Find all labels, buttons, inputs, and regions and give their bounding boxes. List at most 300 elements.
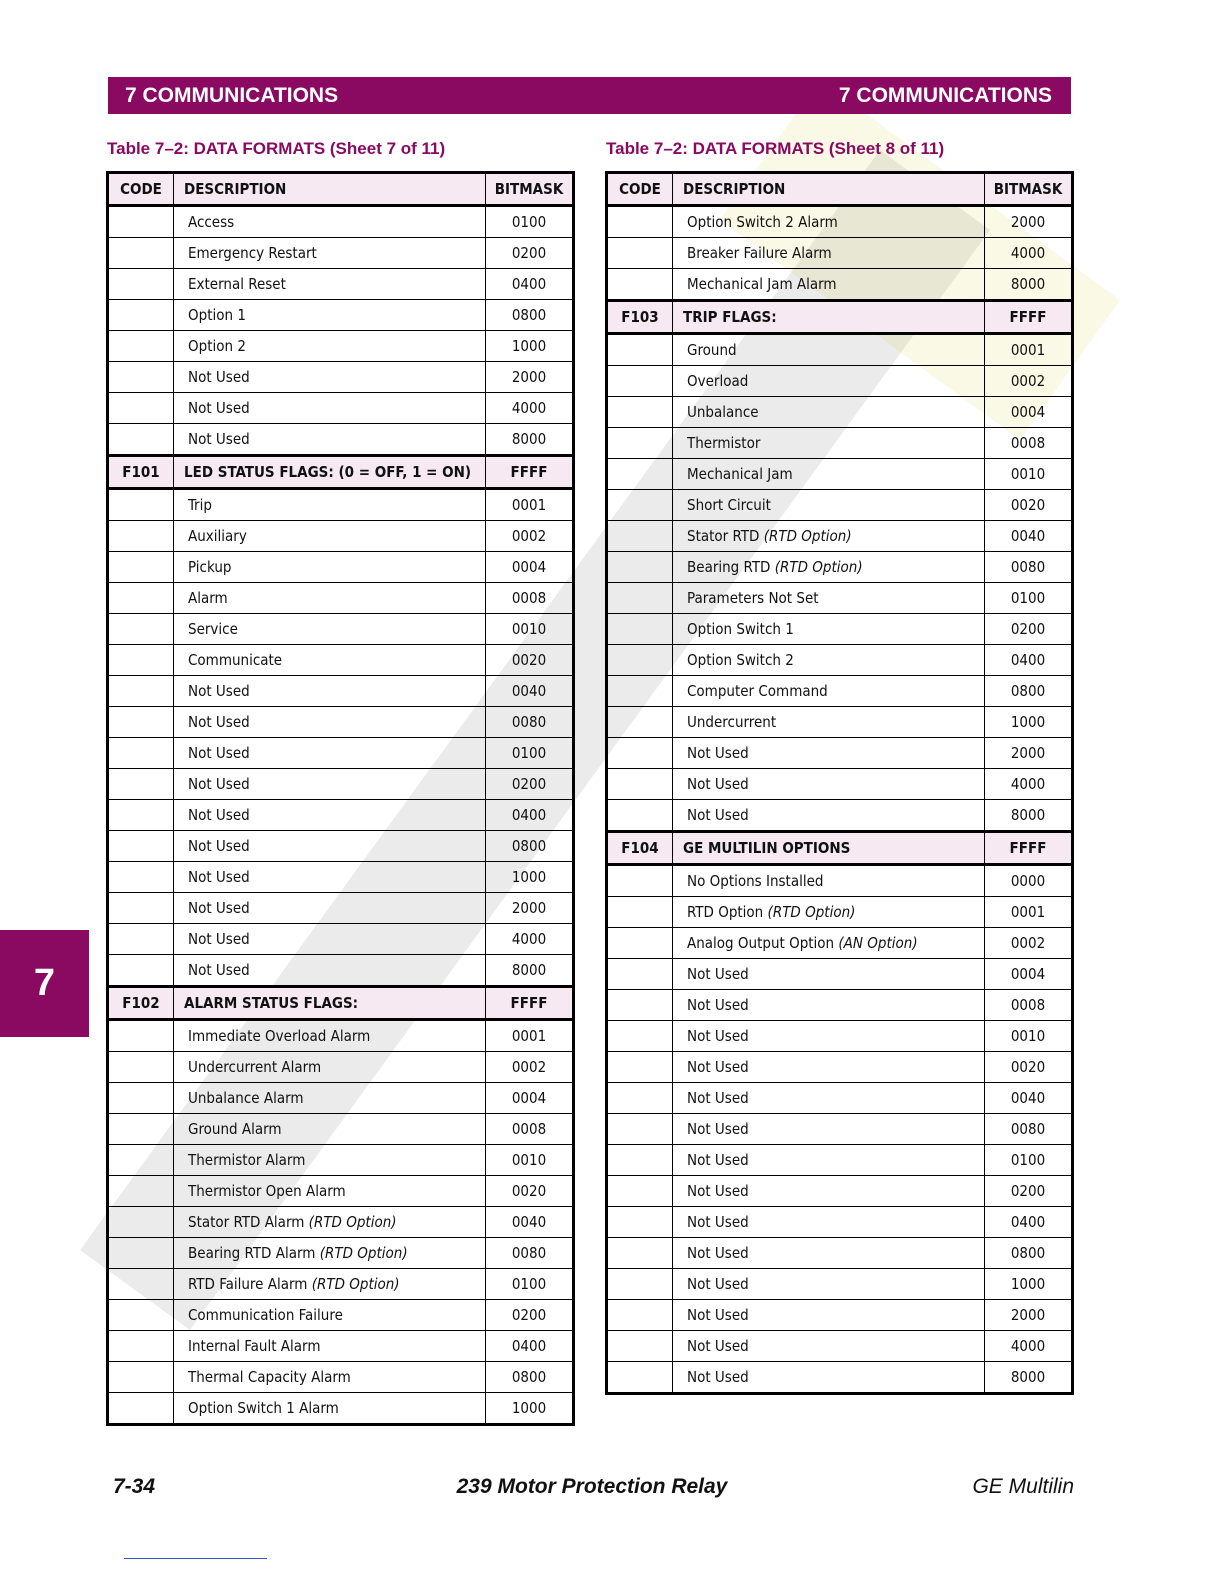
code-cell bbox=[108, 1393, 174, 1425]
code-cell bbox=[108, 800, 174, 831]
table-row bbox=[108, 1238, 574, 1269]
section-row bbox=[607, 301, 1073, 334]
code-cell bbox=[607, 800, 673, 832]
description-text: Thermistor bbox=[687, 434, 761, 452]
table-row bbox=[607, 366, 1073, 397]
table-row bbox=[108, 614, 574, 645]
bitmask-cell: 0100 bbox=[985, 1145, 1073, 1176]
description-cell bbox=[673, 1145, 985, 1176]
table-row bbox=[607, 800, 1073, 832]
table-row bbox=[108, 489, 574, 521]
bitmask-cell: 0040 bbox=[486, 676, 574, 707]
description-cell bbox=[673, 832, 985, 865]
description-text: Not Used bbox=[687, 806, 749, 824]
code-cell bbox=[607, 990, 673, 1021]
description-text: Option 2 bbox=[188, 337, 246, 355]
description-cell bbox=[174, 1238, 486, 1269]
bitmask-cell: 4000 bbox=[486, 924, 574, 955]
description-text: Option 1 bbox=[188, 306, 246, 324]
description-text: Unbalance bbox=[687, 403, 759, 421]
description-cell bbox=[174, 955, 486, 987]
description-cell bbox=[673, 1176, 985, 1207]
code-cell bbox=[607, 1176, 673, 1207]
description-cell bbox=[673, 1331, 985, 1362]
table-row bbox=[108, 1083, 574, 1114]
description-cell bbox=[673, 897, 985, 928]
bitmask-cell: 0080 bbox=[486, 1238, 574, 1269]
description-text: Option Switch 2 Alarm bbox=[687, 213, 838, 231]
code-cell bbox=[607, 206, 673, 238]
right-table-caption: Table 7–2: DATA FORMATS (Sheet 8 of 11) bbox=[606, 139, 945, 158]
description-text: Mechanical Jam Alarm bbox=[687, 275, 837, 293]
option-note: (RTD Option) bbox=[774, 558, 863, 576]
description-text: Not Used bbox=[188, 930, 250, 948]
description-text: Not Used bbox=[188, 713, 250, 731]
bitmask-cell: 0000 bbox=[985, 865, 1073, 897]
description-cell bbox=[174, 862, 486, 893]
code-cell bbox=[108, 769, 174, 800]
table-row bbox=[607, 1145, 1073, 1176]
bitmask-cell: 0008 bbox=[985, 428, 1073, 459]
table-row bbox=[607, 897, 1073, 928]
description-text: Thermistor Open Alarm bbox=[188, 1182, 346, 1200]
description-cell bbox=[673, 366, 985, 397]
description-cell bbox=[673, 990, 985, 1021]
code-cell bbox=[108, 955, 174, 987]
description-text: Not Used bbox=[687, 775, 749, 793]
description-text: Overload bbox=[687, 372, 749, 390]
code-cell bbox=[607, 645, 673, 676]
code-cell bbox=[607, 1269, 673, 1300]
description-cell bbox=[174, 1300, 486, 1331]
description-cell bbox=[673, 738, 985, 769]
code-cell bbox=[607, 238, 673, 269]
bitmask-cell: 8000 bbox=[486, 955, 574, 987]
code-cell bbox=[607, 738, 673, 769]
description-cell bbox=[673, 490, 985, 521]
description-cell bbox=[174, 1114, 486, 1145]
table-row bbox=[108, 769, 574, 800]
description-cell bbox=[673, 206, 985, 238]
description-cell bbox=[174, 362, 486, 393]
bitmask-cell: FFFF bbox=[985, 832, 1073, 865]
description-text: Not Used bbox=[687, 1213, 749, 1231]
bitmask-cell: 0800 bbox=[985, 676, 1073, 707]
description-text: Thermal Capacity Alarm bbox=[188, 1368, 351, 1386]
description-cell bbox=[174, 1393, 486, 1425]
description-text: ALARM STATUS FLAGS: bbox=[184, 994, 359, 1012]
description-cell bbox=[673, 676, 985, 707]
description-cell bbox=[174, 1331, 486, 1362]
bitmask-cell: 0020 bbox=[985, 1052, 1073, 1083]
description-text: Unbalance Alarm bbox=[188, 1089, 304, 1107]
data-formats-table-sheet-7 bbox=[106, 171, 575, 1426]
description-cell bbox=[673, 769, 985, 800]
description-text: Option Switch 1 bbox=[687, 620, 794, 638]
description-text: Not Used bbox=[188, 682, 250, 700]
description-text: Not Used bbox=[188, 806, 250, 824]
code-cell bbox=[108, 521, 174, 552]
table-row bbox=[607, 1331, 1073, 1362]
description-cell bbox=[174, 738, 486, 769]
description-cell bbox=[174, 1083, 486, 1114]
brand-name: GE Multilin bbox=[972, 1475, 1074, 1498]
table-row bbox=[607, 1269, 1073, 1300]
bitmask-cell: FFFF bbox=[486, 987, 574, 1020]
bitmask-cell: 0400 bbox=[486, 800, 574, 831]
description-cell bbox=[673, 1269, 985, 1300]
description-cell bbox=[174, 424, 486, 456]
bitmask-cell: 0001 bbox=[985, 334, 1073, 366]
description-text: RTD Failure Alarm bbox=[188, 1275, 308, 1293]
table-row bbox=[108, 645, 574, 676]
description-text: Not Used bbox=[188, 399, 250, 417]
code-cell bbox=[108, 1114, 174, 1145]
code-cell bbox=[108, 300, 174, 331]
description-cell bbox=[174, 800, 486, 831]
description-cell bbox=[174, 1362, 486, 1393]
code-cell bbox=[607, 897, 673, 928]
code-cell bbox=[108, 1269, 174, 1300]
code-cell bbox=[108, 614, 174, 645]
code-cell bbox=[108, 707, 174, 738]
bitmask-cell: FFFF bbox=[985, 301, 1073, 334]
code-cell bbox=[108, 1145, 174, 1176]
code-cell: F101 bbox=[108, 456, 174, 489]
description-cell bbox=[174, 1269, 486, 1300]
option-note: (RTD Option) bbox=[311, 1275, 400, 1293]
table-row bbox=[108, 424, 574, 456]
table-header-row bbox=[108, 173, 574, 206]
code-cell bbox=[607, 552, 673, 583]
bitmask-cell: 0001 bbox=[486, 1020, 574, 1052]
description-cell bbox=[673, 238, 985, 269]
table-row bbox=[108, 707, 574, 738]
bitmask-cell: 1000 bbox=[486, 862, 574, 893]
description-text: Trip bbox=[188, 496, 212, 514]
table-row bbox=[607, 490, 1073, 521]
description-text: Not Used bbox=[687, 744, 749, 762]
bitmask-cell: 0800 bbox=[486, 300, 574, 331]
code-cell bbox=[108, 893, 174, 924]
left-table-caption: Table 7–2: DATA FORMATS (Sheet 7 of 11) bbox=[107, 139, 446, 158]
bitmask-cell: 0100 bbox=[486, 738, 574, 769]
description-text: Alarm bbox=[188, 589, 228, 607]
code-cell bbox=[108, 424, 174, 456]
table-row bbox=[108, 206, 574, 238]
description-cell bbox=[174, 707, 486, 738]
description-cell bbox=[673, 1362, 985, 1394]
bitmask-cell: 0040 bbox=[985, 1083, 1073, 1114]
table-row bbox=[108, 1176, 574, 1207]
description-cell bbox=[673, 521, 985, 552]
chapter-tab: 7 bbox=[0, 930, 89, 1037]
bitmask-cell: 0020 bbox=[486, 1176, 574, 1207]
code-cell bbox=[108, 1238, 174, 1269]
table-row bbox=[607, 738, 1073, 769]
bitmask-cell: 0010 bbox=[985, 459, 1073, 490]
code-cell bbox=[108, 583, 174, 614]
table-row bbox=[607, 990, 1073, 1021]
bitmask-cell: 0002 bbox=[486, 1052, 574, 1083]
table-row bbox=[108, 269, 574, 300]
description-text: Communicate bbox=[188, 651, 283, 669]
description-text: Computer Command bbox=[687, 682, 828, 700]
bitmask-cell: 0400 bbox=[486, 269, 574, 300]
bitmask-cell: 0001 bbox=[486, 489, 574, 521]
table-row bbox=[607, 865, 1073, 897]
footer-rule bbox=[124, 1558, 267, 1559]
description-cell bbox=[174, 300, 486, 331]
description-text: Ground Alarm bbox=[188, 1120, 282, 1138]
code-cell bbox=[108, 738, 174, 769]
description-text: Parameters Not Set bbox=[687, 589, 819, 607]
table-row bbox=[607, 1362, 1073, 1394]
description-text: Not Used bbox=[687, 1368, 749, 1386]
section-row bbox=[607, 832, 1073, 865]
description-text: Thermistor Alarm bbox=[188, 1151, 306, 1169]
description-cell bbox=[174, 331, 486, 362]
description-text: Not Used bbox=[687, 1027, 749, 1045]
data-formats-table-sheet-8 bbox=[605, 171, 1074, 1395]
bitmask-cell: 8000 bbox=[985, 800, 1073, 832]
description-text: Breaker Failure Alarm bbox=[687, 244, 832, 262]
code-cell bbox=[108, 1020, 174, 1052]
description-cell bbox=[673, 1021, 985, 1052]
description-text: RTD Option bbox=[687, 903, 764, 921]
description-cell bbox=[673, 1238, 985, 1269]
table-header-row bbox=[607, 173, 1073, 206]
description-cell bbox=[673, 800, 985, 832]
description-text: Option Switch 1 Alarm bbox=[188, 1399, 339, 1417]
description-text: Not Used bbox=[687, 1058, 749, 1076]
code-cell bbox=[108, 1300, 174, 1331]
table-row bbox=[108, 521, 574, 552]
bitmask-cell: 0400 bbox=[985, 645, 1073, 676]
option-note: (AN Option) bbox=[838, 934, 918, 952]
table-row bbox=[607, 459, 1073, 490]
bitmask-cell: 1000 bbox=[985, 707, 1073, 738]
table-row bbox=[108, 831, 574, 862]
description-cell bbox=[174, 489, 486, 521]
description-cell bbox=[174, 676, 486, 707]
code-cell bbox=[108, 1362, 174, 1393]
code-cell bbox=[607, 1145, 673, 1176]
table-row bbox=[108, 362, 574, 393]
code-cell bbox=[607, 269, 673, 301]
description-text: Not Used bbox=[687, 1151, 749, 1169]
table-row bbox=[607, 334, 1073, 366]
code-cell bbox=[108, 269, 174, 300]
bitmask-cell: 0010 bbox=[486, 1145, 574, 1176]
table-row bbox=[607, 269, 1073, 301]
code-cell bbox=[108, 924, 174, 955]
code-cell bbox=[607, 1083, 673, 1114]
column-header-code: CODE bbox=[607, 173, 673, 206]
table-row bbox=[108, 1269, 574, 1300]
column-header-description: DESCRIPTION bbox=[673, 173, 985, 206]
code-cell bbox=[108, 393, 174, 424]
code-cell bbox=[607, 583, 673, 614]
bitmask-cell: 0400 bbox=[486, 1331, 574, 1362]
table-row bbox=[108, 924, 574, 955]
description-text: Emergency Restart bbox=[188, 244, 317, 262]
description-text: Internal Fault Alarm bbox=[188, 1337, 321, 1355]
table-row bbox=[607, 1114, 1073, 1145]
description-text: Not Used bbox=[188, 430, 250, 448]
code-cell bbox=[607, 1114, 673, 1145]
table-row bbox=[607, 552, 1073, 583]
bitmask-cell: 0004 bbox=[985, 397, 1073, 428]
bitmask-cell: 4000 bbox=[985, 769, 1073, 800]
table-row bbox=[108, 893, 574, 924]
bitmask-cell: 0200 bbox=[985, 1176, 1073, 1207]
description-cell bbox=[673, 707, 985, 738]
column-header-bitmask: BITMASK bbox=[985, 173, 1073, 206]
code-cell bbox=[607, 959, 673, 990]
code-cell bbox=[108, 831, 174, 862]
description-text: Stator RTD bbox=[687, 527, 760, 545]
description-cell bbox=[673, 428, 985, 459]
column-header-bitmask: BITMASK bbox=[486, 173, 574, 206]
bitmask-cell: 8000 bbox=[985, 269, 1073, 301]
description-cell bbox=[673, 583, 985, 614]
code-cell bbox=[607, 1207, 673, 1238]
table-row bbox=[607, 428, 1073, 459]
description-text: Access bbox=[188, 213, 235, 231]
code-cell bbox=[607, 397, 673, 428]
description-text: Bearing RTD bbox=[687, 558, 771, 576]
code-cell: F102 bbox=[108, 987, 174, 1020]
description-cell bbox=[174, 1145, 486, 1176]
bitmask-cell: 2000 bbox=[985, 1300, 1073, 1331]
bitmask-cell: 0008 bbox=[985, 990, 1073, 1021]
description-cell bbox=[174, 769, 486, 800]
column-header-code: CODE bbox=[108, 173, 174, 206]
code-cell bbox=[607, 676, 673, 707]
table-row bbox=[607, 1021, 1073, 1052]
bitmask-cell: 0200 bbox=[985, 614, 1073, 645]
bitmask-cell: 0080 bbox=[985, 1114, 1073, 1145]
table-row bbox=[108, 393, 574, 424]
bitmask-cell: 0800 bbox=[486, 831, 574, 862]
table-row bbox=[607, 1176, 1073, 1207]
description-text: Not Used bbox=[687, 1306, 749, 1324]
bitmask-cell: 0010 bbox=[486, 614, 574, 645]
description-cell bbox=[174, 521, 486, 552]
description-cell bbox=[174, 987, 486, 1020]
bitmask-cell: 2000 bbox=[985, 738, 1073, 769]
description-cell bbox=[174, 1176, 486, 1207]
description-text: No Options Installed bbox=[687, 872, 824, 890]
table-row bbox=[108, 1052, 574, 1083]
table-row bbox=[108, 1393, 574, 1425]
page-number: 7-34 bbox=[113, 1475, 156, 1498]
bitmask-cell: 4000 bbox=[486, 393, 574, 424]
table-row bbox=[108, 738, 574, 769]
code-cell bbox=[108, 331, 174, 362]
table-row bbox=[108, 300, 574, 331]
bitmask-cell: 0002 bbox=[486, 521, 574, 552]
description-text: TRIP FLAGS: bbox=[683, 308, 777, 326]
table-row bbox=[607, 1300, 1073, 1331]
table-row bbox=[108, 1114, 574, 1145]
table-row bbox=[108, 1331, 574, 1362]
bitmask-cell: 0040 bbox=[985, 521, 1073, 552]
code-cell bbox=[607, 1052, 673, 1083]
code-cell bbox=[607, 334, 673, 366]
description-text: External Reset bbox=[188, 275, 286, 293]
description-text: Not Used bbox=[188, 775, 250, 793]
description-text: Not Used bbox=[188, 899, 250, 917]
code-cell bbox=[607, 366, 673, 397]
option-note: (RTD Option) bbox=[308, 1213, 397, 1231]
description-cell bbox=[174, 1052, 486, 1083]
table-row bbox=[108, 800, 574, 831]
description-text: Not Used bbox=[687, 996, 749, 1014]
bitmask-cell: 0080 bbox=[486, 707, 574, 738]
description-text: Ground bbox=[687, 341, 737, 359]
banner-left-title: 7 COMMUNICATIONS bbox=[125, 84, 339, 107]
code-cell bbox=[607, 459, 673, 490]
bitmask-cell: 2000 bbox=[486, 362, 574, 393]
table-row bbox=[607, 521, 1073, 552]
description-cell bbox=[673, 614, 985, 645]
description-text: Immediate Overload Alarm bbox=[188, 1027, 371, 1045]
bitmask-cell: 1000 bbox=[486, 1393, 574, 1425]
table-row bbox=[108, 238, 574, 269]
bitmask-cell: 4000 bbox=[985, 238, 1073, 269]
code-cell bbox=[108, 676, 174, 707]
option-note: (RTD Option) bbox=[767, 903, 856, 921]
description-cell bbox=[673, 301, 985, 334]
code-cell: F104 bbox=[607, 832, 673, 865]
description-cell bbox=[673, 269, 985, 301]
table-row bbox=[607, 928, 1073, 959]
description-cell bbox=[174, 831, 486, 862]
code-cell bbox=[607, 521, 673, 552]
bitmask-cell: 0100 bbox=[486, 1269, 574, 1300]
description-cell bbox=[673, 397, 985, 428]
description-text: Pickup bbox=[188, 558, 232, 576]
bitmask-cell: 0004 bbox=[486, 552, 574, 583]
code-cell bbox=[108, 1207, 174, 1238]
code-cell bbox=[108, 1052, 174, 1083]
bitmask-cell: 0020 bbox=[486, 645, 574, 676]
table-row bbox=[607, 614, 1073, 645]
document-title: 239 Motor Protection Relay bbox=[456, 1475, 728, 1498]
section-row bbox=[108, 456, 574, 489]
description-cell bbox=[174, 456, 486, 489]
description-cell bbox=[174, 393, 486, 424]
description-text: Undercurrent bbox=[687, 713, 777, 731]
bitmask-cell: 0020 bbox=[985, 490, 1073, 521]
bitmask-cell: 1000 bbox=[985, 1269, 1073, 1300]
description-cell bbox=[673, 334, 985, 366]
table-row bbox=[108, 552, 574, 583]
bitmask-cell: 0002 bbox=[985, 366, 1073, 397]
bitmask-cell: 0002 bbox=[985, 928, 1073, 959]
description-text: Undercurrent Alarm bbox=[188, 1058, 322, 1076]
bitmask-cell: 1000 bbox=[486, 331, 574, 362]
table-row bbox=[108, 1145, 574, 1176]
code-cell bbox=[607, 769, 673, 800]
description-cell bbox=[673, 1114, 985, 1145]
table-row bbox=[108, 676, 574, 707]
description-cell bbox=[174, 614, 486, 645]
description-text: Option Switch 2 bbox=[687, 651, 794, 669]
table-row bbox=[108, 1207, 574, 1238]
